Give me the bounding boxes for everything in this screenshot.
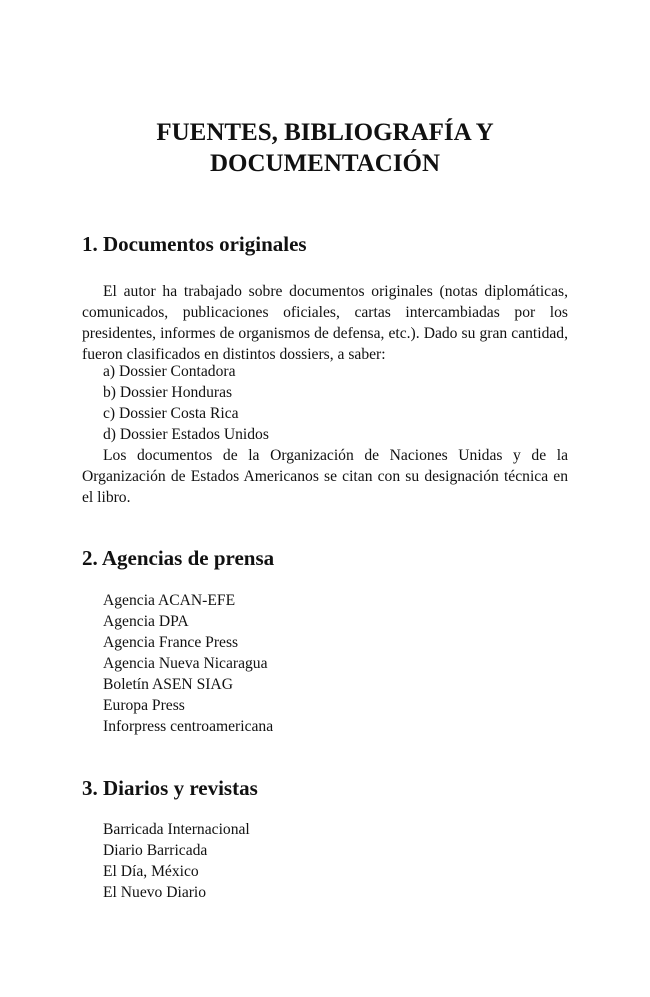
press-agencies-list — [103, 590, 273, 737]
list-item: c) Dossier Costa Rica — [103, 405, 239, 422]
list-item: Boletín ASEN SIAG — [103, 676, 233, 693]
list-item: Barricada Internacional — [103, 821, 250, 838]
list-item: El Día, México — [103, 863, 199, 880]
page-title — [82, 117, 568, 179]
list-item: Agencia ACAN-EFE — [103, 592, 236, 609]
newspapers-list — [103, 819, 250, 903]
list-item: Diario Barricada — [103, 842, 208, 859]
page-title-line-1: FUENTES, BIBLIOGRAFÍA Y — [156, 119, 494, 146]
list-item: Agencia France Press — [103, 634, 239, 651]
list-item: Inforpress centroamericana — [103, 718, 274, 735]
section-1-intro-paragraph: El autor ha trabajado sobre documentos originales (notas diplomáticas, comunicados, publicaciones oficiales, cartas intercambiadas por los presidentes, informes de organismos de defensa, etc.). Dado su gran cantidad, fueron clasificados en distintos dossiers, a saber: — [82, 283, 568, 363]
list-item: Agencia DPA — [103, 613, 189, 630]
list-item: d) Dossier Estados Unidos — [103, 426, 269, 443]
section-heading-agencias-de-prensa: 2. Agencias de prensa — [82, 546, 275, 570]
list-item: El Nuevo Diario — [103, 884, 207, 901]
list-item: Agencia Nueva Nicaragua — [103, 655, 268, 672]
list-item: b) Dossier Honduras — [103, 384, 233, 401]
dossier-list — [103, 361, 269, 445]
section-heading-documentos-originales: 1. Documentos originales — [82, 232, 307, 256]
page-title-line-2: DOCUMENTACIÓN — [209, 150, 441, 177]
list-item: Europa Press — [103, 697, 185, 714]
list-item: a) Dossier Contadora — [103, 363, 236, 380]
section-1-closing-paragraph: Los documentos de la Organización de Naciones Unidas y de la Organización de Estados Americanos se citan con su designación técnica en el libro. — [82, 447, 568, 506]
section-heading-diarios-y-revistas: 3. Diarios y revistas — [82, 776, 258, 800]
